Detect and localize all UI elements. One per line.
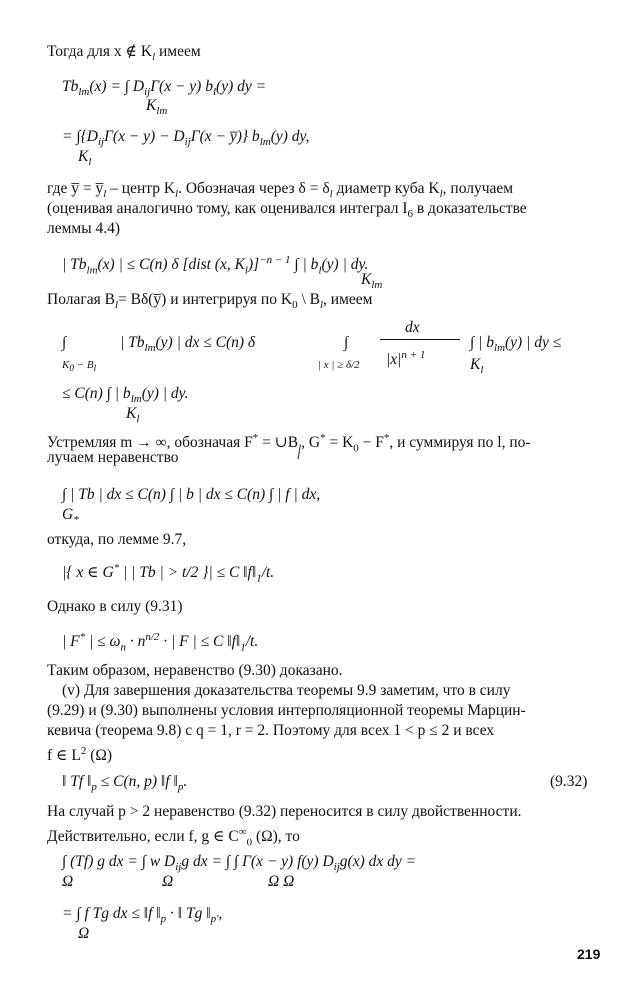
line-9f: ∫ | $b_{lm}(y)$ | dy ≤ — [470, 334, 562, 355]
line-19: (v) Для завершения доказательства теоремы 9.9 заметим, что в силу — [62, 682, 511, 699]
line-13: ∫ | Tb | dx ≤ C(n) ∫ | b | dx ≤ C(n) ∫ | f | dx, — [62, 486, 321, 503]
line-25: Действительно, если f, g ∈ $C^\infty_0$ (Ω), то — [47, 826, 300, 849]
line-10-limit: $K_l$ — [126, 405, 140, 426]
line-9a: ∫ — [62, 334, 67, 351]
line-22: f ∈ $L^2$ (Ω) — [47, 745, 113, 765]
line-2: $Tb_{lm}(x)$ = ∫ $D_{ij}\Gamma(x - y)$ $b_l(y)$ dy = — [62, 78, 267, 99]
line-12: лучаем неравенство — [47, 449, 179, 466]
line-11: Устремляя m → ∞, обозначая $F^* = \cup B_l$, $G^* = K_0 - F^*$, и суммируя по l, по- — [47, 432, 531, 455]
line-7: | $Tb_{lm}(x)$ | ≤ C(n) δ [dist (x, $K_l)]^{-n - 1}$ ∫ | $b_l(y)$ | dy. — [62, 254, 369, 277]
line-1: Тогда для x ∉ $K_l$ имеем — [47, 43, 201, 64]
line-3: = $\int\{D_{ij}\Gamma(x - y) - D_{ij}\Gamma(x$ − y̅)} $b_{lm}(y)$ dy, — [62, 128, 310, 149]
line-4: где y̅ = $y̅_l$ – центр $K_l$. Обозначая через $\delta = \delta_l$ диаметр куба $K_l$, получаем — [47, 180, 514, 201]
line-13-limit: $G_*$ — [62, 506, 79, 527]
line-3-limit: $K_l$ — [78, 148, 92, 169]
line-23: ‖ Tf $‖_p \le C(n$, p) ‖f $‖_p$. — [62, 773, 188, 794]
line-8: Полагая $B_l=$ Bδ(y̅) и интегрируя по $K_0$ \ $B_l$, имеем — [47, 291, 373, 312]
line-26-limit-b: Ω — [162, 873, 174, 890]
line-2-limit: $K_{lm}$ — [146, 97, 168, 118]
line-27: = ∫ f Tg dx ≤ ‖f $‖_p$ · ‖ Tg $‖_{p'}$, — [62, 905, 223, 926]
page-number: 219 — [577, 946, 601, 962]
line-26-limit-a: Ω — [62, 873, 74, 890]
line-7-limit: $K_{lm}$ — [361, 271, 383, 292]
line-27-limit: Ω — [78, 925, 90, 942]
line-9b: | $Tb_{lm}(y)$ | dx ≤ C(n) δ — [120, 334, 256, 355]
line-15: |{ x ∈ G* | | Tb | > t/2 }| ≤ C $‖f‖_1/t$. — [62, 562, 275, 585]
line-9e: $|x|^{n + 1}$ — [386, 349, 426, 369]
line-16: Однако в силу (9.31) — [47, 598, 183, 615]
line-26: ∫ (Tf) g dx = ∫ w $D_{ij}g$ dx = ∫ ∫ Γ(x − y) f(y) $D_{ij}g(x)$ dx dy = — [62, 853, 417, 874]
line-14: откуда, по лемме 9.7, — [47, 531, 187, 548]
line-20: (9.29) и (9.30) выполнены условия интерполяционной теоремы Марцин- — [47, 702, 526, 719]
line-24: На случай p > 2 неравенство (9.32) переносится в силу двойственности. — [47, 803, 522, 820]
line-9d: dx — [405, 319, 420, 336]
line-9-limit-c: $K_l$ — [470, 356, 484, 377]
equation-number: (9.32) — [550, 773, 588, 790]
line-6: леммы 4.4) — [47, 220, 121, 237]
line-17: | F* | ≤ $\omega_n \cdot n^{n/2}$ · | F | ≤ C $‖f‖_1/t$. — [62, 631, 259, 654]
fraction-bar — [380, 339, 460, 340]
line-26-limit-c: Ω Ω — [268, 873, 295, 890]
line-9c: ∫ — [344, 334, 349, 351]
line-21: кевича (теорема 9.8) с q = 1, r = 2. Поэтому для всех 1 < p ≤ 2 и всех — [47, 722, 495, 739]
line-5: (оценивая аналогично тому, как оценивался интеграл $I_6$ в доказательстве — [47, 200, 527, 221]
line-9-limit-a: $K_0 - B_l$ — [62, 359, 97, 374]
line-9-limit-b: | x | ≥ δ/2 — [318, 359, 360, 371]
line-10: ≤ C(n) ∫ | $b_{lm}(y)$ | dy. — [62, 385, 189, 406]
line-18: Таким образом, неравенство (9.30) доказано. — [47, 662, 343, 679]
line-11-limit: l — [297, 450, 301, 462]
